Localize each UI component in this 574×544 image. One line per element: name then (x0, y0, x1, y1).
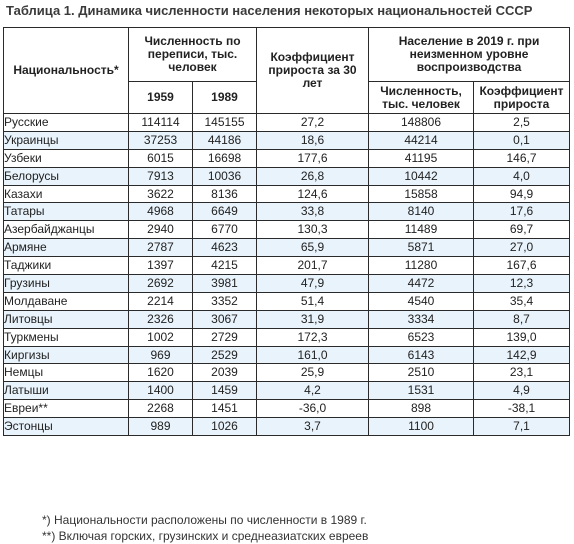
cell-population-2019: 11280 (369, 257, 474, 275)
cell-growth: 177,6 (257, 149, 369, 167)
cell-growth: 33,8 (257, 203, 369, 221)
cell-1989: 10036 (193, 167, 257, 185)
cell-1959: 2787 (129, 239, 193, 257)
cell-growth: 172,3 (257, 328, 369, 346)
cell-1989: 1026 (193, 418, 257, 436)
table-row (4, 131, 570, 149)
cell-growth: 130,3 (257, 221, 369, 239)
header-year-1959: 1959 (129, 82, 193, 114)
table-row (4, 221, 570, 239)
cell-growth-2019: 17,6 (474, 203, 570, 221)
cell-growth: 31,9 (257, 310, 369, 328)
cell-1959: 114114 (129, 114, 193, 132)
cell-1959: 37253 (129, 131, 193, 149)
table-row (4, 275, 570, 293)
footnote: *) Национальности расположены по численности в 1989 г. (42, 513, 367, 527)
cell-nationality: Туркмены (4, 328, 129, 346)
table-row (4, 364, 570, 382)
cell-1959: 7913 (129, 167, 193, 185)
cell-growth: 51,4 (257, 292, 369, 310)
cell-growth-2019: 23,1 (474, 364, 570, 382)
cell-population-2019: 3334 (369, 310, 474, 328)
cell-nationality: Молдаване (4, 292, 129, 310)
cell-growth-2019: 94,9 (474, 185, 570, 203)
cell-nationality: Литовцы (4, 310, 129, 328)
cell-1959: 969 (129, 346, 193, 364)
cell-1959: 3622 (129, 185, 193, 203)
table-row (4, 167, 570, 185)
cell-1959: 2692 (129, 275, 193, 293)
cell-growth-2019: 142,9 (474, 346, 570, 364)
population-table (3, 27, 570, 436)
footnotes (42, 512, 368, 544)
cell-population-2019: 1531 (369, 382, 474, 400)
cell-population-2019: 2510 (369, 364, 474, 382)
header-year-1989: 1989 (193, 82, 257, 114)
table-row (4, 418, 570, 436)
cell-1959: 2326 (129, 310, 193, 328)
cell-1989: 6770 (193, 221, 257, 239)
cell-1989: 2529 (193, 346, 257, 364)
cell-population-2019: 5871 (369, 239, 474, 257)
cell-1959: 4968 (129, 203, 193, 221)
cell-nationality: Евреи** (4, 400, 129, 418)
cell-population-2019: 898 (369, 400, 474, 418)
table-row (4, 203, 570, 221)
header-census-group: Численность по переписи, тыс. человек (129, 28, 257, 82)
cell-population-2019: 4472 (369, 275, 474, 293)
cell-1959: 1400 (129, 382, 193, 400)
cell-nationality: Татары (4, 203, 129, 221)
cell-growth: 26,8 (257, 167, 369, 185)
cell-1989: 8136 (193, 185, 257, 203)
cell-nationality: Киргизы (4, 346, 129, 364)
cell-1959: 2214 (129, 292, 193, 310)
cell-1959: 989 (129, 418, 193, 436)
cell-growth-2019: 139,0 (474, 328, 570, 346)
cell-1989: 2039 (193, 364, 257, 382)
cell-nationality: Армяне (4, 239, 129, 257)
cell-1959: 2940 (129, 221, 193, 239)
cell-nationality: Казахи (4, 185, 129, 203)
cell-1989: 145155 (193, 114, 257, 132)
cell-growth: 3,7 (257, 418, 369, 436)
cell-nationality: Азербайджанцы (4, 221, 129, 239)
cell-1989: 4623 (193, 239, 257, 257)
cell-1989: 44186 (193, 131, 257, 149)
cell-growth: 27,2 (257, 114, 369, 132)
cell-growth: 25,9 (257, 364, 369, 382)
cell-growth-2019: 8,7 (474, 310, 570, 328)
cell-population-2019: 11489 (369, 221, 474, 239)
cell-growth-2019: 12,3 (474, 275, 570, 293)
header-population-2019-group: Население в 2019 г. при неизменном уровне воспроизводства (369, 28, 570, 82)
cell-1989: 2729 (193, 328, 257, 346)
cell-population-2019: 4540 (369, 292, 474, 310)
cell-population-2019: 1100 (369, 418, 474, 436)
page-title: Таблица 1. Динамика численности населения некоторых национальностей СССР (6, 3, 533, 18)
cell-growth: 4,2 (257, 382, 369, 400)
cell-1959: 1620 (129, 364, 193, 382)
table-row (4, 239, 570, 257)
table-row (4, 400, 570, 418)
cell-1989: 3352 (193, 292, 257, 310)
cell-growth: 124,6 (257, 185, 369, 203)
cell-population-2019: 41195 (369, 149, 474, 167)
cell-growth-2019: 7,1 (474, 418, 570, 436)
cell-growth-2019: 69,7 (474, 221, 570, 239)
cell-1989: 16698 (193, 149, 257, 167)
cell-nationality: Украинцы (4, 131, 129, 149)
cell-population-2019: 6523 (369, 328, 474, 346)
cell-1959: 1002 (129, 328, 193, 346)
table-row (4, 292, 570, 310)
cell-population-2019: 8140 (369, 203, 474, 221)
cell-1959: 2268 (129, 400, 193, 418)
cell-growth: 161,0 (257, 346, 369, 364)
cell-nationality: Таджики (4, 257, 129, 275)
cell-1989: 6649 (193, 203, 257, 221)
cell-growth-2019: 0,1 (474, 131, 570, 149)
cell-1989: 1459 (193, 382, 257, 400)
cell-population-2019: 44214 (369, 131, 474, 149)
table-row (4, 114, 570, 132)
cell-population-2019: 15858 (369, 185, 474, 203)
header-nationality: Национальность* (4, 28, 129, 114)
cell-1989: 1451 (193, 400, 257, 418)
cell-nationality: Немцы (4, 364, 129, 382)
cell-population-2019: 6143 (369, 346, 474, 364)
cell-growth-2019: 4,9 (474, 382, 570, 400)
cell-growth-2019: 35,4 (474, 292, 570, 310)
footnote: **) Включая горских, грузинских и среднеазиатских евреев (42, 529, 369, 543)
table-row (4, 382, 570, 400)
cell-1959: 6015 (129, 149, 193, 167)
cell-nationality: Эстонцы (4, 418, 129, 436)
header-growth-30-years: Коэффициент прироста за 30 лет (257, 28, 369, 114)
cell-1989: 3981 (193, 275, 257, 293)
cell-population-2019: 148806 (369, 114, 474, 132)
table-row (4, 328, 570, 346)
cell-1989: 3067 (193, 310, 257, 328)
cell-nationality: Латыши (4, 382, 129, 400)
cell-1959: 1397 (129, 257, 193, 275)
table-row (4, 346, 570, 364)
cell-growth: 18,6 (257, 131, 369, 149)
cell-nationality: Русские (4, 114, 129, 132)
cell-growth: 201,7 (257, 257, 369, 275)
cell-population-2019: 10442 (369, 167, 474, 185)
cell-growth-2019: 4,0 (474, 167, 570, 185)
cell-growth-2019: 27,0 (474, 239, 570, 257)
cell-growth-2019: 146,7 (474, 149, 570, 167)
cell-growth: -36,0 (257, 400, 369, 418)
header-population-2019-count: Численность, тыс. человек (369, 82, 474, 114)
table-row (4, 257, 570, 275)
cell-growth-2019: -38,1 (474, 400, 570, 418)
cell-growth: 65,9 (257, 239, 369, 257)
cell-growth: 47,9 (257, 275, 369, 293)
table-row (4, 149, 570, 167)
cell-1989: 4215 (193, 257, 257, 275)
table-row (4, 185, 570, 203)
cell-nationality: Белорусы (4, 167, 129, 185)
cell-growth-2019: 2,5 (474, 114, 570, 132)
cell-nationality: Грузины (4, 275, 129, 293)
table-row (4, 310, 570, 328)
cell-growth-2019: 167,6 (474, 257, 570, 275)
header-population-2019-growth: Коэффициент прироста (474, 82, 570, 114)
cell-nationality: Узбеки (4, 149, 129, 167)
